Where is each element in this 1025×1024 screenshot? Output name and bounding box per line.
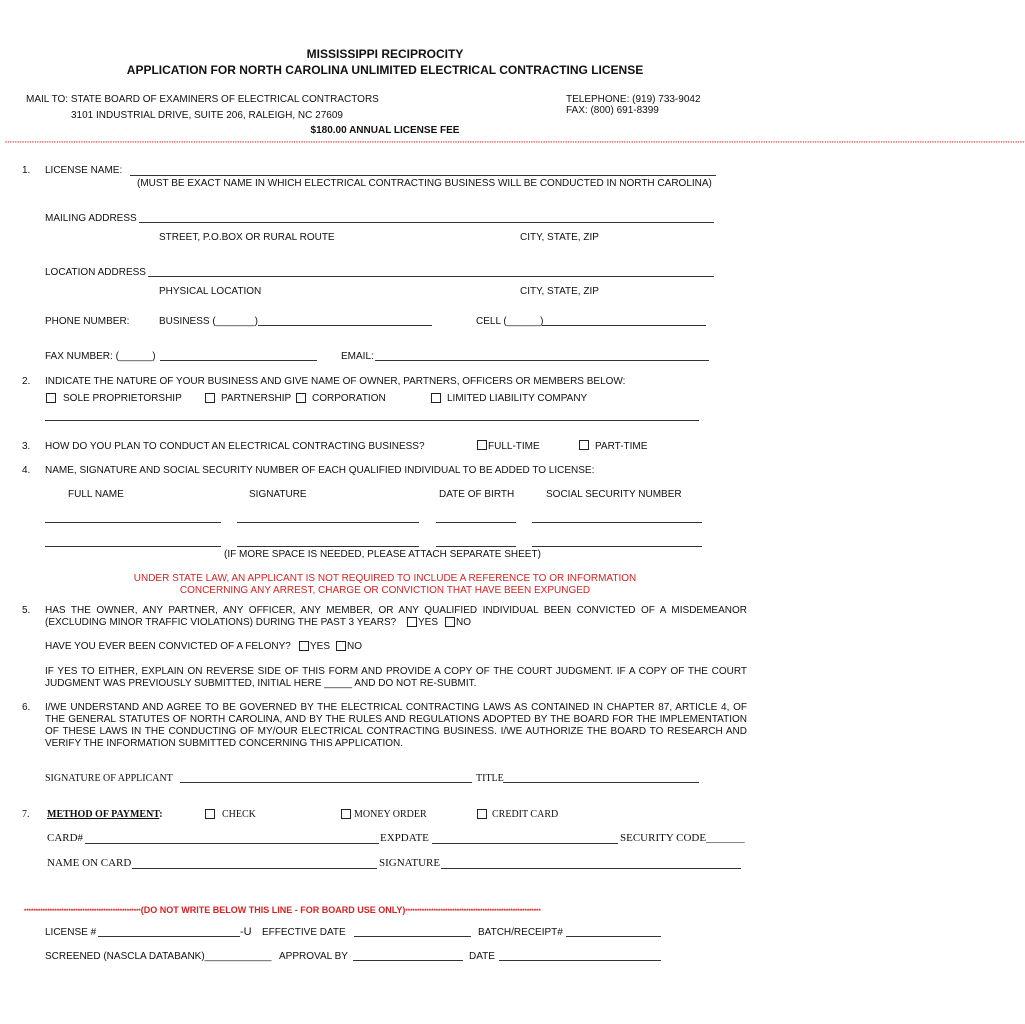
partnership-label: PARTNERSHIP — [221, 393, 292, 404]
separator-stars: ********************************************************************************************************************************************************************************************************************************************************************************************************************************************************************************************************************************* — [5, 141, 1025, 147]
batch-receipt-label: BATCH/RECEIPT# — [478, 927, 563, 938]
license-number-label: LICENSE # — [45, 927, 97, 938]
method-of-payment-label: METHOD OF PAYMENT: — [47, 809, 163, 820]
location-address-field[interactable] — [148, 276, 714, 277]
expdate-field[interactable] — [432, 843, 618, 844]
ssn-field-2[interactable] — [532, 546, 702, 547]
full-time-label: FULL-TIME — [488, 441, 540, 452]
form-title: MISSISSIPPI RECIPROCITY — [306, 47, 464, 61]
partnership-checkbox[interactable] — [205, 393, 215, 403]
cell-phone-label: CELL (______) — [476, 316, 544, 327]
money-order-checkbox[interactable] — [341, 809, 351, 819]
felony-no-checkbox[interactable] — [336, 641, 346, 651]
business-phone-label: BUSINESS (_______) — [159, 316, 258, 327]
section-4-number: 4. — [22, 465, 31, 476]
form-subtitle: APPLICATION FOR NORTH CAROLINA UNLIMITED ELECTRICAL CONTRACTING LICENSE — [126, 63, 644, 77]
applicant-signature-field[interactable] — [180, 782, 472, 783]
phone-number-label: PHONE NUMBER: — [45, 316, 130, 327]
expunged-notice-line2: CONCERNING ANY ARREST, CHARGE OR CONVICTION THAT HAVE BEEN EXPUNGED — [179, 585, 591, 596]
credit-card-label: CREDIT CARD — [492, 809, 559, 820]
card-number-field[interactable] — [85, 843, 379, 844]
full-time-checkbox[interactable] — [477, 440, 487, 450]
license-name-label: LICENSE NAME: — [45, 165, 123, 176]
corporation-label: CORPORATION — [312, 393, 386, 404]
license-fee: $180.00 ANNUAL LICENSE FEE — [310, 125, 460, 136]
signature-field-1[interactable] — [237, 522, 419, 523]
felony-yes-label: YES — [310, 641, 331, 652]
qualified-individual-question: NAME, SIGNATURE AND SOCIAL SECURITY NUMBER OF EACH QUALIFIED INDIVIDUAL TO BE ADDED TO LICENSE: — [45, 465, 595, 476]
section-1-number: 1. — [22, 165, 31, 176]
mailing-street-sublabel: STREET, P.O.BOX OR RURAL ROUTE — [159, 232, 335, 243]
misdemeanor-question-cont: (EXCLUDING MINOR TRAFFIC VIOLATIONS) DURING THE PAST 3 YEARS? — [45, 617, 397, 628]
section-6-number: 6. — [22, 702, 31, 713]
title-field[interactable] — [503, 782, 699, 783]
ssn-field-1[interactable] — [532, 522, 702, 523]
title-label: TITLE — [476, 773, 504, 784]
misdemeanor-yes-checkbox[interactable] — [407, 617, 417, 627]
misdemeanor-no-label: NO — [456, 617, 471, 628]
felony-no-label: NO — [347, 641, 362, 652]
cell-phone-field[interactable] — [542, 325, 706, 326]
date-of-birth-column: DATE OF BIRTH — [439, 489, 515, 500]
felony-yes-checkbox[interactable] — [299, 641, 309, 651]
check-label: CHECK — [222, 809, 256, 820]
location-city-sublabel: CITY, STATE, ZIP — [520, 286, 599, 297]
board-date-label: DATE — [469, 951, 495, 962]
telephone: TELEPHONE: (919) 733-9042 — [566, 94, 701, 105]
location-address-label: LOCATION ADDRESS — [45, 267, 146, 278]
fax: FAX: (800) 691-8399 — [566, 105, 659, 116]
ssn-column: SOCIAL SECURITY NUMBER — [546, 489, 682, 500]
llc-checkbox[interactable] — [431, 393, 441, 403]
name-on-card-label: NAME ON CARD — [47, 857, 132, 869]
money-order-label: MONEY ORDER — [354, 809, 427, 820]
card-number-label: CARD# — [47, 832, 84, 844]
email-label: EMAIL: — [341, 351, 374, 362]
dob-field-1[interactable] — [436, 522, 516, 523]
check-checkbox[interactable] — [205, 809, 215, 819]
fax-number-field[interactable] — [160, 360, 317, 361]
explain-instructions: IF YES TO EITHER, EXPLAIN ON REVERSE SIDE OF THIS FORM AND PROVIDE A COPY OF THE COURT JUDGMENT. IF A COPY OF THE COURT JUDGMENT WAS PREVIOUSLY SUBMITTED, INITIAL HERE _____ AND DO NOT RE-SUBMIT. — [45, 666, 747, 689]
part-time-checkbox[interactable] — [579, 440, 589, 450]
mailing-address-field[interactable] — [139, 222, 714, 223]
corporation-checkbox[interactable] — [296, 393, 306, 403]
section-5-number: 5. — [22, 605, 31, 616]
email-field[interactable] — [375, 360, 709, 361]
full-name-column: FULL NAME — [68, 489, 124, 500]
security-code-label: SECURITY CODE_______ — [620, 832, 745, 844]
signature-column: SIGNATURE — [249, 489, 307, 500]
expunged-notice-line1: UNDER STATE LAW, AN APPLICANT IS NOT REQUIRED TO INCLUDE A REFERENCE TO OR INFORMATION — [133, 573, 637, 584]
felony-question: HAVE YOU EVER BEEN CONVICTED OF A FELONY? — [45, 641, 291, 652]
more-space-note: (IF MORE SPACE IS NEEDED, PLEASE ATTACH SEPARATE SHEET) — [224, 549, 541, 560]
full-name-field-1[interactable] — [45, 522, 221, 523]
approval-by-field[interactable] — [353, 960, 463, 961]
board-address: 3101 INDUSTRIAL DRIVE, SUITE 206, RALEIGH, NC 27609 — [71, 110, 343, 121]
location-physical-sublabel: PHYSICAL LOCATION — [159, 286, 262, 297]
effective-date-field[interactable] — [354, 936, 471, 937]
conduct-business-question: HOW DO YOU PLAN TO CONDUCT AN ELECTRICAL CONTRACTING BUSINESS? — [45, 441, 425, 452]
sole-proprietorship-checkbox[interactable] — [46, 393, 56, 403]
business-phone-field[interactable] — [258, 325, 432, 326]
name-on-card-field[interactable] — [132, 868, 377, 869]
mailing-city-sublabel: CITY, STATE, ZIP — [520, 232, 599, 243]
credit-card-checkbox[interactable] — [477, 809, 487, 819]
batch-receipt-field[interactable] — [566, 936, 661, 937]
sole-proprietorship-label: SOLE PROPRIETORSHIP — [63, 393, 182, 404]
signature-field-2[interactable] — [237, 546, 419, 547]
llc-label: LIMITED LIABILITY COMPANY — [447, 393, 588, 404]
card-signature-label: SIGNATURE — [379, 857, 441, 869]
license-name-field[interactable] — [130, 175, 716, 176]
license-number-field[interactable] — [98, 936, 240, 937]
section-7-number: 7. — [22, 809, 30, 820]
fax-number-label: FAX NUMBER: (______) — [45, 351, 156, 362]
mail-to: MAIL TO: STATE BOARD OF EXAMINERS OF ELECTRICAL CONTRACTORS — [26, 94, 379, 105]
effective-date-label: EFFECTIVE DATE — [262, 927, 346, 938]
license-u-suffix: -U — [240, 926, 252, 938]
license-name-note: (MUST BE EXACT NAME IN WHICH ELECTRICAL CONTRACTING BUSINESS WILL BE CONDUCTED IN NORTH CAROLINA) — [137, 178, 712, 189]
business-nature-question: INDICATE THE NATURE OF YOUR BUSINESS AND GIVE NAME OF OWNER, PARTNERS, OFFICERS OR MEMBERS BELOW: — [45, 376, 626, 387]
dob-field-2[interactable] — [436, 546, 516, 547]
card-signature-field[interactable] — [441, 868, 741, 869]
misdemeanor-yes-label: YES — [418, 617, 439, 628]
agreement-text: I/WE UNDERSTAND AND AGREE TO BE GOVERNED BY THE ELECTRICAL CONTRACTING LAWS AS CONTAINED IN CHAPTER 87, ARTICLE 4, OF THE GENERAL STATUTES OF NORTH CAROLINA, AND BY THE RULES AND REGULATIONS ADOPTED BY THE BOARD FOR THE IMPLEMENTATION OF THESE LAWS IN THE CONDUCTING OF MY/OUR ELECTRICAL CONTRACTING BUSINESS. I/WE AUTHORIZE THE BOARD TO RESEARCH AND VERIFY THE INFORMATION SUBMITTED CONCERNING THIS APPLICATION. — [45, 702, 747, 749]
section-3-number: 3. — [22, 441, 31, 452]
mailing-address-label: MAILING ADDRESS — [45, 213, 137, 224]
full-name-field-2[interactable] — [45, 546, 221, 547]
expdate-label: EXPDATE — [380, 832, 429, 844]
part-time-label: PART-TIME — [595, 441, 648, 452]
misdemeanor-no-checkbox[interactable] — [445, 617, 455, 627]
approval-by-label: APPROVAL BY — [279, 951, 348, 962]
screened-label: SCREENED (NASCLA DATABANK)____________ — [45, 951, 272, 962]
misdemeanor-question: HAS THE OWNER, ANY PARTNER, ANY OFFICER, ANY MEMBER, OR ANY QUALIFIED INDIVIDUAL BEEN CONVICTED OF A MISDEMEANOR — [45, 605, 747, 616]
board-date-field[interactable] — [499, 960, 661, 961]
applicant-signature-label: SIGNATURE OF APPLICANT — [45, 773, 173, 784]
board-use-divider: **************************************************(DO NOT WRITE BELOW THIS LINE - FOR BOARD USE ONLY)********************************************************** — [24, 905, 541, 915]
owners-names-field[interactable] — [45, 420, 699, 421]
section-2-number: 2. — [22, 376, 31, 387]
